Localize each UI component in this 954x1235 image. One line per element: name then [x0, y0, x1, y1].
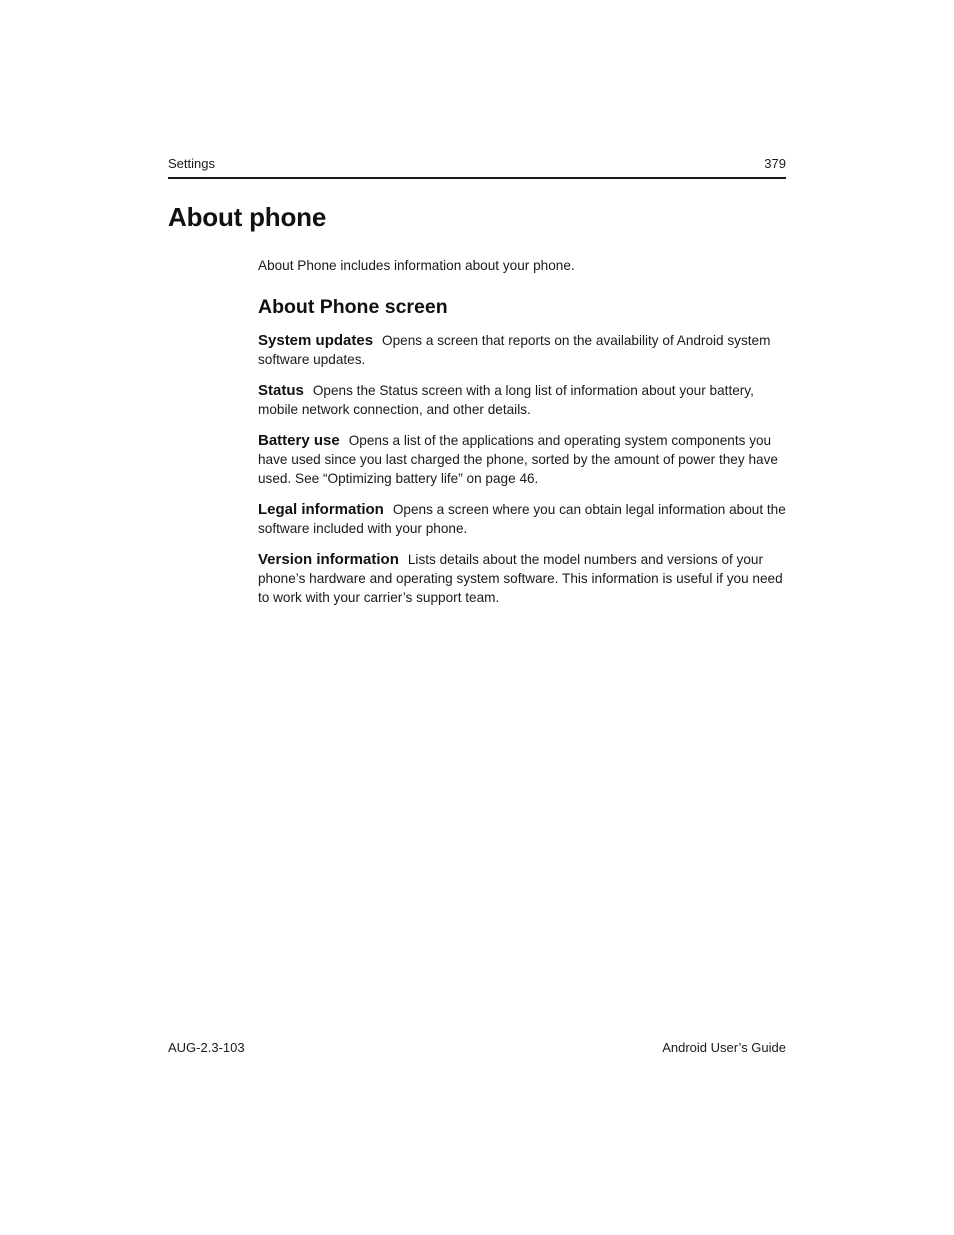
definition-system-updates	[258, 331, 786, 369]
main-content	[258, 256, 786, 619]
definition-legal-information	[258, 500, 786, 538]
term-status: Status	[258, 382, 304, 399]
description-system-updates: Opens a screen that reports on the availability of Android system software updates.	[258, 333, 771, 367]
definition-battery-use	[258, 431, 786, 488]
footer-doc-code: AUG-2.3-103	[168, 1040, 245, 1055]
intro-paragraph: About Phone includes information about your phone.	[258, 258, 575, 273]
definition-status	[258, 381, 786, 419]
header-section-name: Settings	[168, 156, 215, 171]
term-system-updates: System updates	[258, 332, 374, 349]
running-header	[168, 155, 786, 179]
description-status: Opens the Status screen with a long list of information about your battery, mobile network connection, and other details.	[258, 383, 754, 417]
header-page-number: 379	[764, 156, 786, 171]
description-battery-use: Opens a list of the applications and operating system components you have used since you last charged the phone, sorted by the amount of power they have used. See “Optimizing battery life” on page 46.	[258, 433, 778, 486]
term-battery-use: Battery use	[258, 432, 340, 449]
section-subheading: About Phone screen	[258, 296, 448, 318]
definition-version-information	[258, 550, 786, 607]
page-title: About phone	[168, 202, 327, 232]
term-legal-information: Legal information	[258, 501, 384, 518]
description-legal-information: Opens a screen where you can obtain legal information about the software included with your phone.	[258, 502, 786, 536]
description-version-information: Lists details about the model numbers and versions of your phone’s hardware and operating system software. This information is useful if you need to work with your carrier’s support team.	[258, 552, 783, 605]
term-version-information: Version information	[258, 551, 399, 568]
footer-doc-title: Android User’s Guide	[662, 1040, 786, 1055]
